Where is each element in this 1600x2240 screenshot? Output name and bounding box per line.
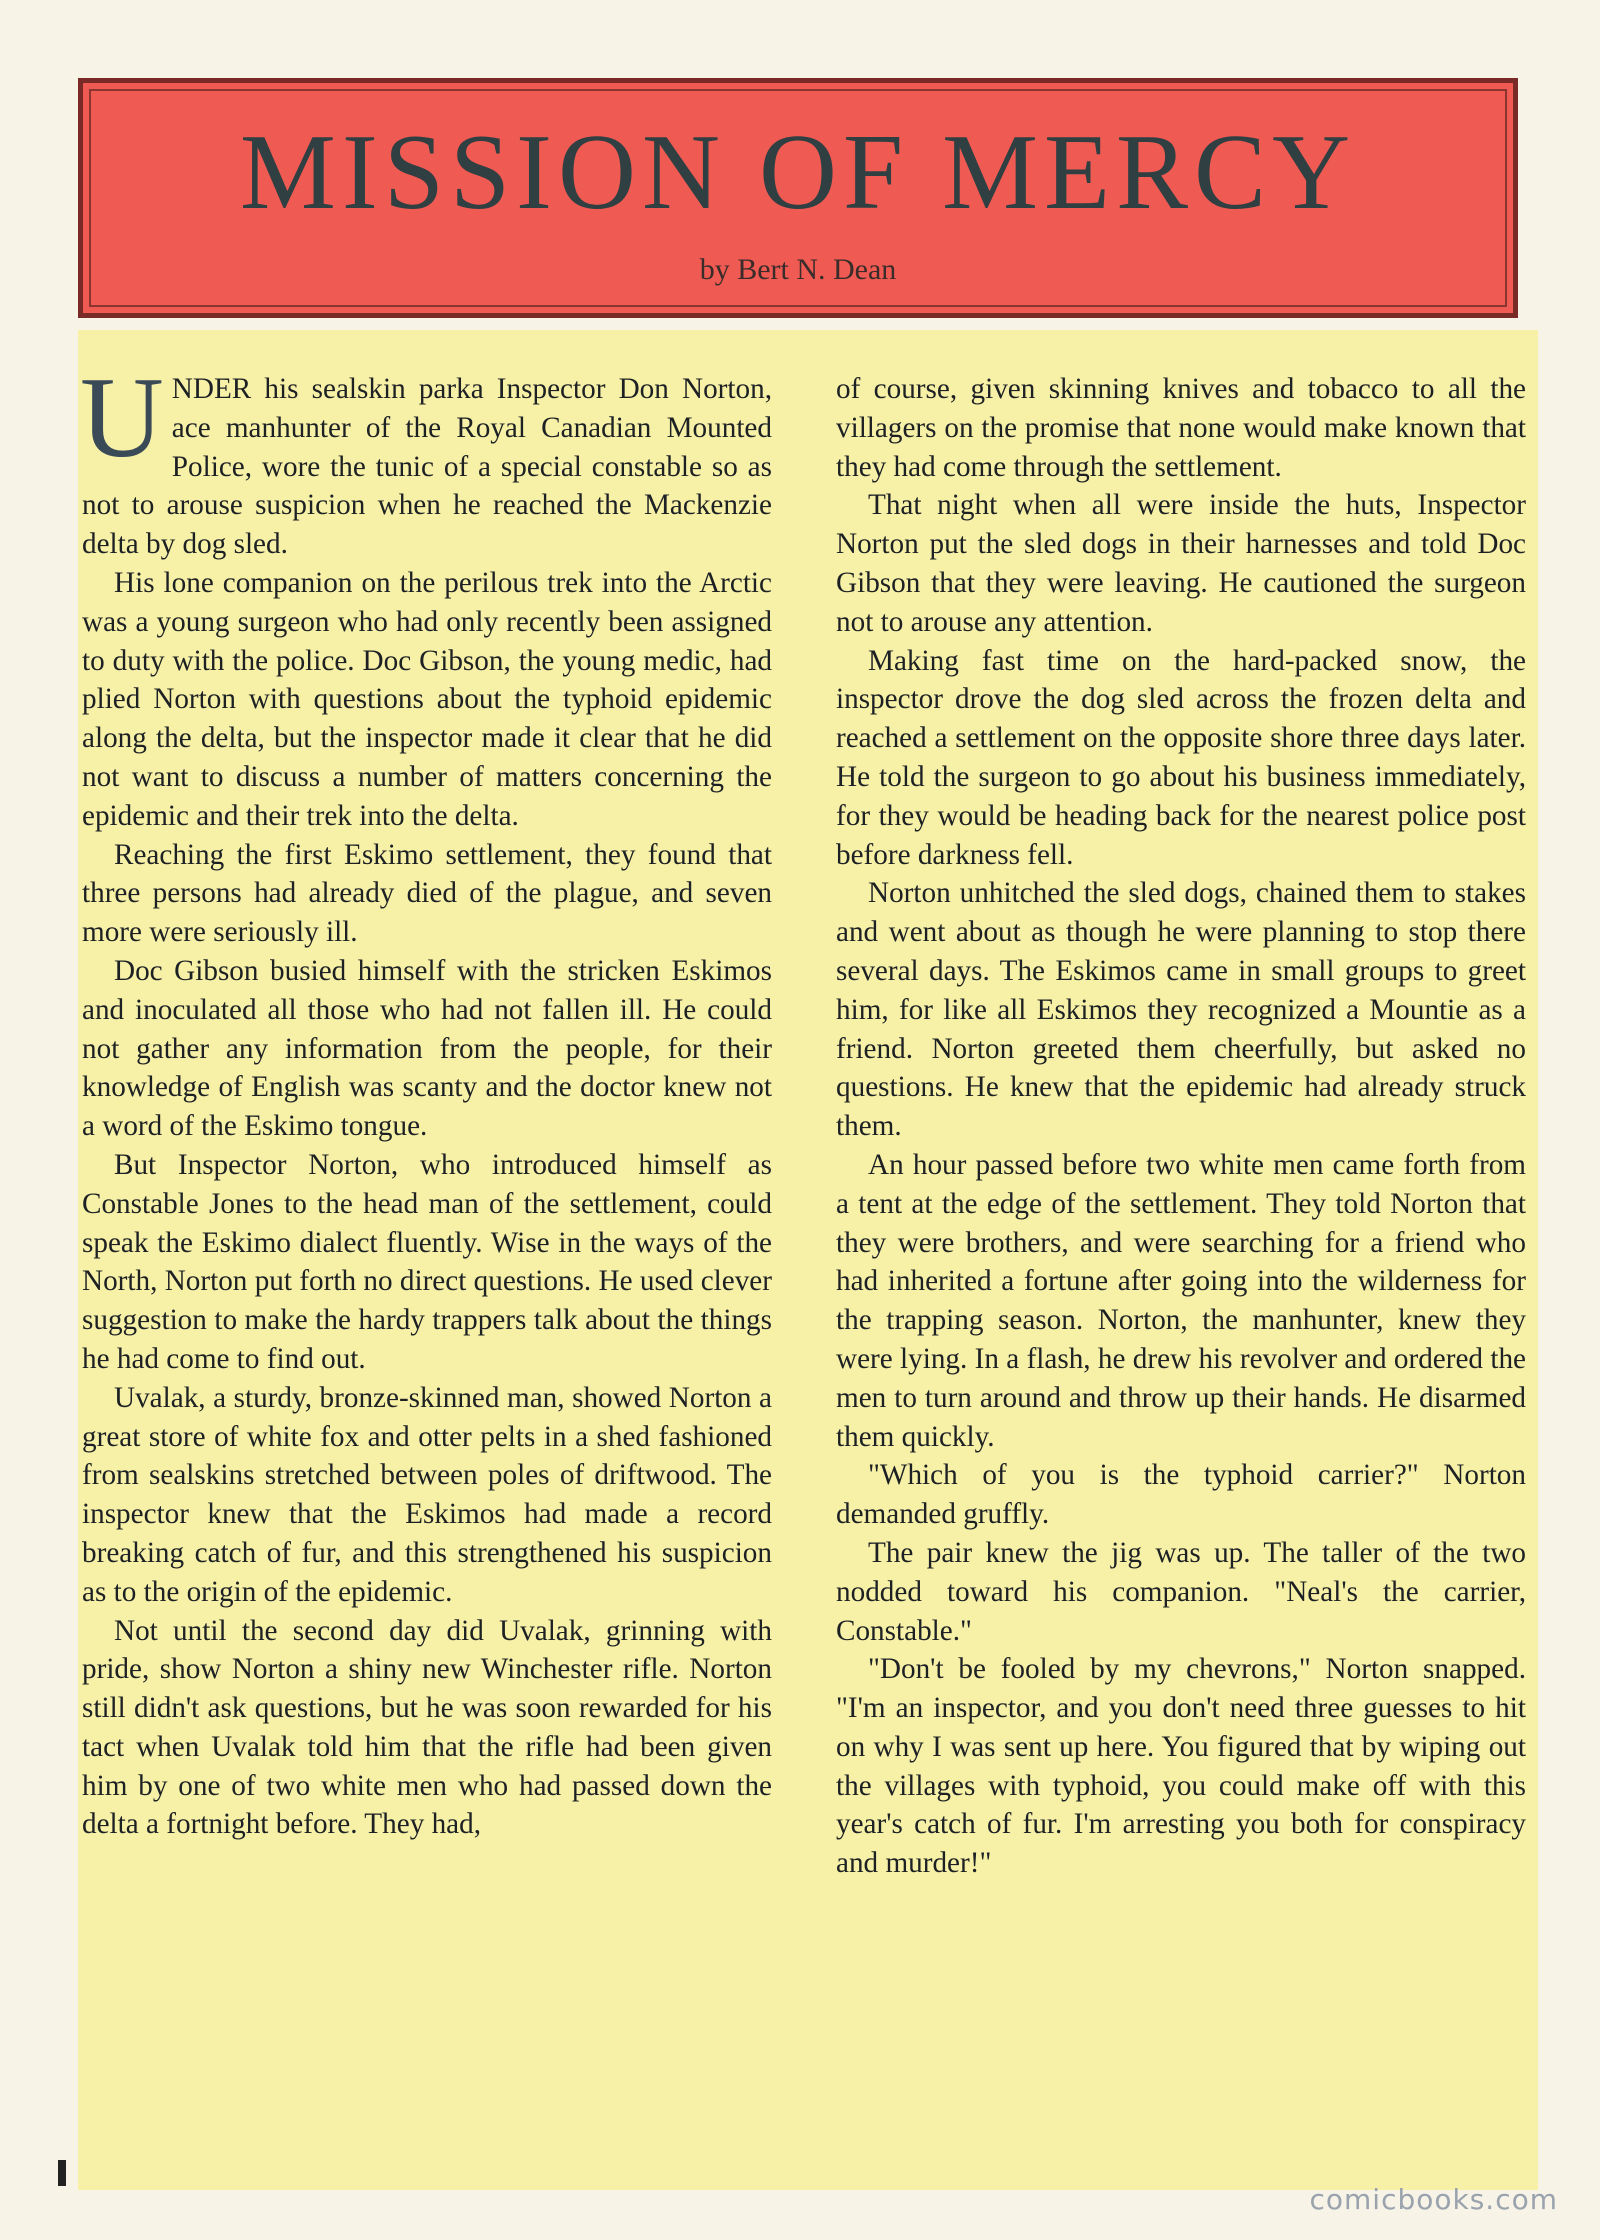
paragraph: Uvalak, a sturdy, bronze-skinned man, showed Norton a great store of white fox and otter pelts in a shed fashioned from sealskins stretched between poles of driftwood. The inspector knew that the Eskimos had made a record breaking catch of fur, and this strengthened his suspicion as to the origin of the epidemic. bbox=[82, 1381, 772, 1608]
right-column bbox=[836, 370, 1526, 1883]
paragraph: The pair knew the jig was up. The taller of the two nodded toward his companion. "Neal's the carrier, Constable." bbox=[836, 1536, 1526, 1647]
watermark: comicbooks.com bbox=[1309, 2183, 1558, 2216]
paragraph: Doc Gibson busied himself with the stricken Eskimos and inoculated all those who had not fallen ill. He could not gather any information from the people, for their knowledge of English was scanty and the doctor knew not a word of the Eskimo tongue. bbox=[82, 954, 772, 1143]
article-body bbox=[78, 330, 1538, 2190]
paragraph bbox=[80, 354, 772, 564]
paragraph: An hour passed before two white men came forth from a tent at the edge of the settlement. They told Norton that they were brothers, and were searching for a friend who had inherited a fortune after going into the wilderness for the trapping season. Norton, the manhunter, knew they were lying. In a flash, he drew his revolver and ordered the men to turn around and throw up their hands. He disarmed them quickly. bbox=[836, 1148, 1526, 1453]
paragraph-text: NDER his sealskin parka Inspector Don Norton, ace manhunter of the Royal Canadian Mounted Police, wore the tunic of a special constable so as not to arouse suspicion when he reached the Mackenzie delta by dog sled. bbox=[82, 373, 772, 561]
print-mark bbox=[58, 2160, 66, 2186]
left-column bbox=[80, 354, 772, 1844]
byline: by Bert N. Dean bbox=[699, 253, 897, 286]
story-title: MISSION OF MERCY bbox=[239, 113, 1357, 232]
paragraph: of course, given skinning knives and tobacco to all the villagers on the promise that none would make known that they had come through the settlement. bbox=[836, 373, 1526, 483]
paragraph: Making fast time on the hard-packed snow, the inspector drove the dog sled across the frozen delta and reached a settlement on the opposite shore three days later. He told the surgeon to go about his business immediately, for they would be heading back for the nearest police post before darkness fell. bbox=[836, 644, 1526, 871]
paragraph: That night when all were inside the huts, Inspector Norton put the sled dogs in their harnesses and told Doc Gibson that they were leaving. He cautioned the surgeon not to arouse any attention. bbox=[836, 489, 1526, 638]
drop-cap: U bbox=[80, 354, 164, 482]
paragraph: "Don't be fooled by my chevrons," Norton snapped. "I'm an inspector, and you don't need three guesses to hit on why I was sent up here. You figured that by wiping out the villages with typhoid, you could make off with this year's catch of fur. I'm arresting you both for conspiracy and murder!" bbox=[836, 1653, 1526, 1880]
paragraph: His lone companion on the perilous trek into the Arctic was a young surgeon who had only recently been assigned to duty with the police. Doc Gibson, the young medic, had plied Norton with questions about the typhoid epidemic along the delta, but the inspector made it clear that he did not want to discuss a number of matters concerning the epidemic and their trek into the delta. bbox=[82, 566, 772, 832]
paragraph: But Inspector Norton, who introduced himself as Constable Jones to the head man of the settlement, could speak the Eskimo dialect fluently. Wise in the ways of the North, Norton put forth no direct questions. He used clever suggestion to make the hardy trappers talk about the things he had come to find out. bbox=[82, 1148, 772, 1375]
paragraph: Reaching the first Eskimo settlement, they found that three persons had already died of the plague, and seven more were seriously ill. bbox=[82, 838, 772, 949]
title-banner bbox=[78, 78, 1518, 318]
paragraph: "Which of you is the typhoid carrier?" Norton demanded gruffly. bbox=[836, 1459, 1526, 1531]
paragraph: Norton unhitched the sled dogs, chained them to stakes and went about as though he were planning to stop there several days. The Eskimos came in small groups to greet him, for like all Eskimos they recognized a Mountie as a friend. Norton greeted them cheerfully, but asked no questions. He knew that the epidemic had already struck them. bbox=[836, 877, 1526, 1143]
paragraph: Not until the second day did Uvalak, grinning with pride, show Norton a shiny new Winchester rifle. Norton still didn't ask questions, but he was soon rewarded for his tact when Uvalak told him that the rifle had been given him by one of two white men who had passed down the delta a fortnight before. They had, bbox=[82, 1614, 772, 1841]
